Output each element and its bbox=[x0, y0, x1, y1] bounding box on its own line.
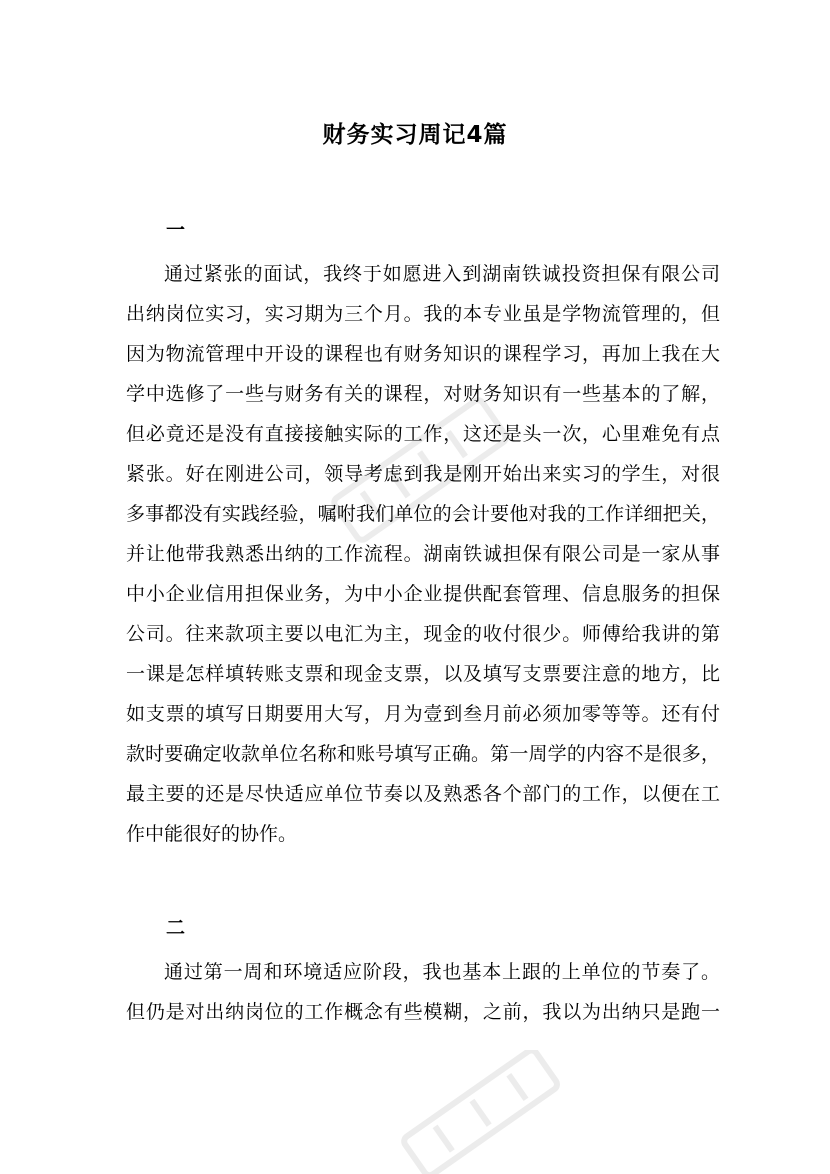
section-1-paragraph bbox=[126, 254, 720, 854]
paragraph-line: 一课是怎样填转账支票和现金支票，以及填写支票要注意的地方，比 bbox=[126, 663, 720, 685]
paragraph-line: 公司。往来款项主要以电汇为主，现金的收付很少。师傅给我讲的第 bbox=[126, 623, 720, 645]
paragraph-line: 多事都没有实践经验，嘱咐我们单位的会计要他对我的工作详细把关， bbox=[126, 503, 720, 525]
paragraph-line: 款时要确定收款单位名称和账号填写正确。第一周学的内容不是很多， bbox=[126, 743, 720, 765]
paragraph-line: 通过第一周和环境适应阶段，我也基本上跟的上单位的节奏了。 bbox=[164, 961, 720, 983]
section-2-paragraph bbox=[126, 952, 720, 1032]
watermark-stamp-bottom bbox=[380, 1050, 580, 1174]
paragraph-line: 因为物流管理中开设的课程也有财务知识的课程学习，再加上我在大 bbox=[126, 343, 720, 365]
paragraph-line: 但必竟还是没有直接接触实际的工作，这还是头一次，心里难免有点 bbox=[126, 423, 720, 445]
paragraph-line: 但仍是对出纳岗位的工作概念有些模糊，之前，我以为出纳只是跑一 bbox=[126, 1001, 720, 1023]
paragraph-line: 通过紧张的面试，我终于如愿进入到湖南铁诚投资担保有限公司 bbox=[164, 263, 720, 285]
paragraph-line: 学中选修了一些与财务有关的课程，对财务知识有一些基本的了解， bbox=[126, 383, 720, 405]
paragraph-line: 最主要的还是尽快适应单位节奏以及熟悉各个部门的工作，以便在工 bbox=[126, 783, 720, 805]
paragraph-line: 出纳岗位实习，实习期为三个月。我的本专业虽是学物流管理的，但 bbox=[126, 303, 720, 325]
paragraph-line: 作中能很好的协作。 bbox=[126, 823, 298, 845]
paragraph-line: 中小企业信用担保业务，为中小企业提供配套管理、信息服务的担保 bbox=[126, 583, 720, 605]
section-heading-2: 二 bbox=[166, 917, 186, 939]
section-heading-1: 一 bbox=[166, 219, 186, 241]
document-title: 财务实习周记4篇 bbox=[322, 122, 508, 148]
paragraph-line: 紧张。好在刚进公司，领导考虑到我是刚开始出来实习的学生，对很 bbox=[126, 463, 720, 485]
paragraph-line: 并让他带我熟悉出纳的工作流程。湖南铁诚担保有限公司是一家从事 bbox=[126, 543, 720, 565]
paragraph-line: 如支票的填写日期要用大写，月为壹到叁月前必须加零等等。还有付 bbox=[126, 703, 720, 725]
